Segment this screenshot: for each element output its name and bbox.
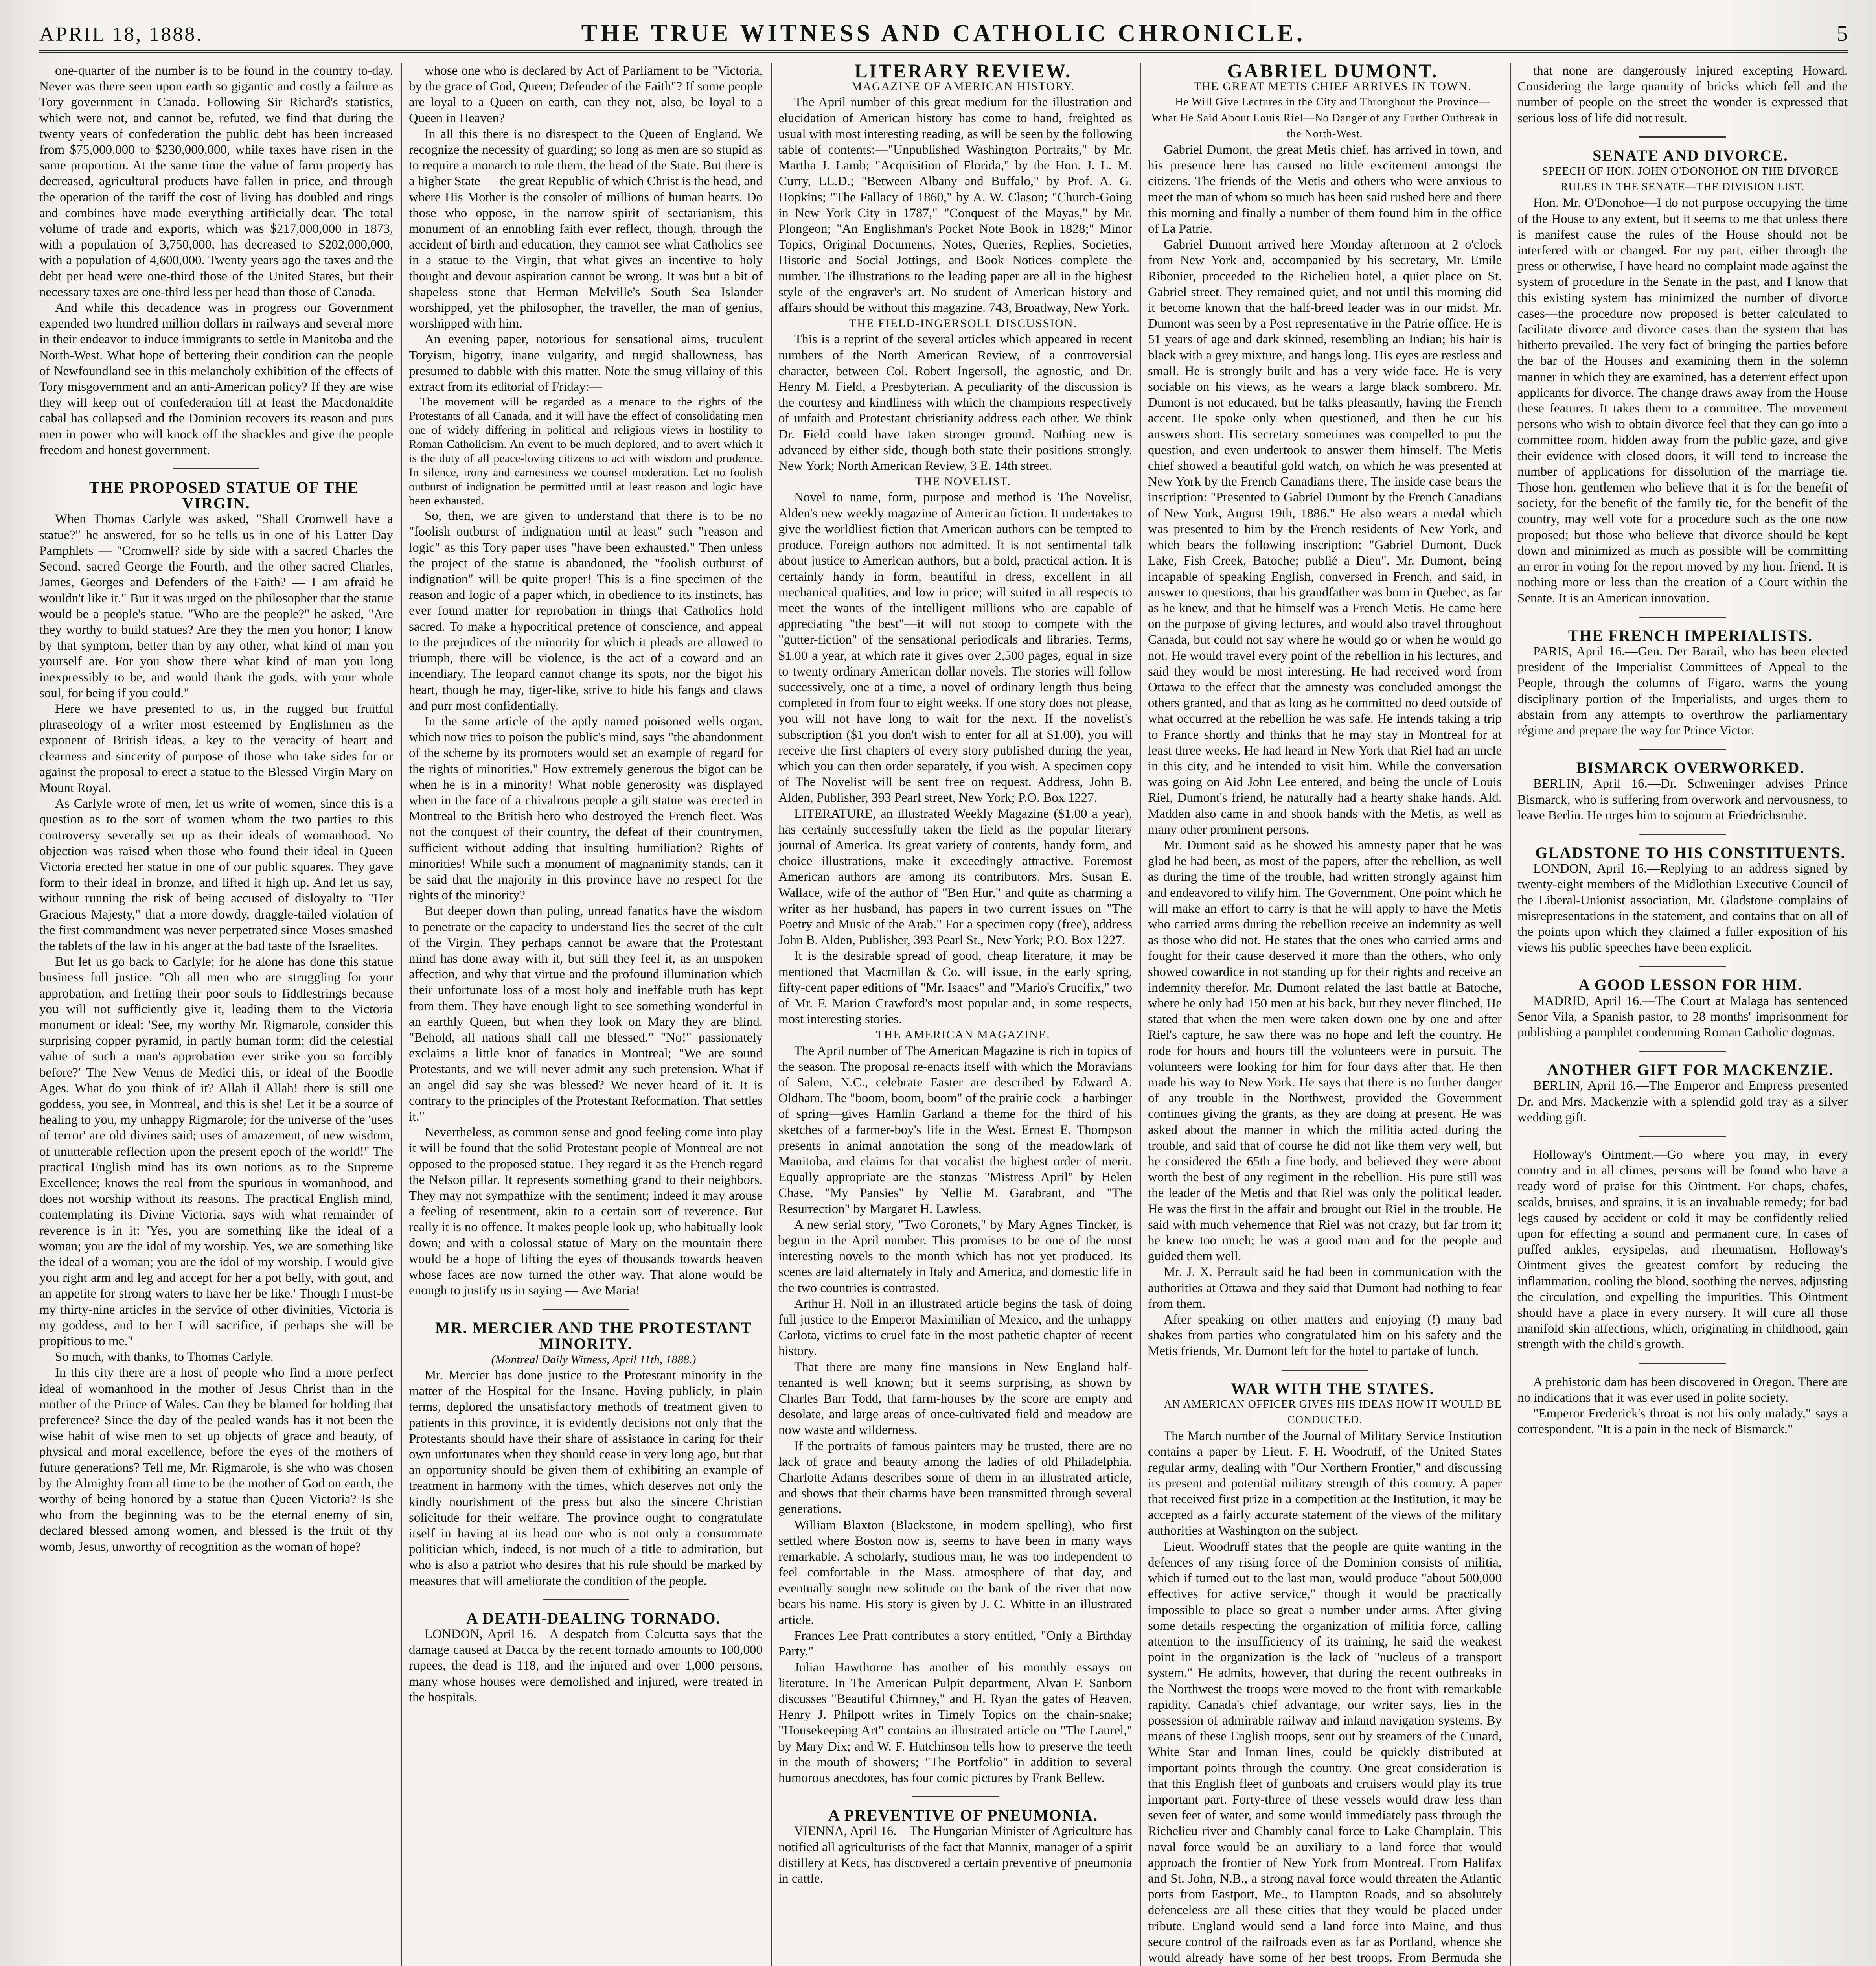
headline-gladstone: GLADSTONE TO HIS CONSTITUENTS.	[1535, 843, 1846, 862]
article-divider	[1639, 834, 1726, 835]
headline-good-lesson: A GOOD LESSON FOR HIM.	[1578, 976, 1802, 994]
header-rule	[39, 50, 1848, 53]
article-paragraph: As Carlyle wrote of men, let us write of women, since this is a question as to the sort of women whom the two parties to this controversy severally set up as their ideals of womanhood. No objection was raised when those who found their ideal in Queen Victoria erected her statue in one of our public squares. They gave form to their ideal in bronze, and lifted it high up. And let us say, without running the risk of being accused of disloyalty to "Her Gracious Majesty," that a more dowdy, draggle-tailed violation of the first commandment was never perpetrated since Moses smashed the tablets of the law in his anger at the bad taste of the Israelites.	[39, 797, 393, 953]
article-paragraph: In this city there are a host of people who find a more perfect ideal of womanhood in the mother of Jesus Christ than in the mother of the Prince of Wales. Can they be blamed for holding that preference? Since the day of the pealed wands has it not been the wise habit of wise men to set up objects of grace and beauty, of physical and moral excellence, before the eyes of the mothers of future generations? Tell me, Mr. Rigmarole, is she who was chosen by the Almighty from all time to be the mother of God on earth, the worthy of being honored by a statue than Queen Victoria? Is she who from the beginning was to be the eternal enemy of sin, declared blessed among women, and blessed is the fruit of thy womb, Jesus, unworthy of recognition as the woman of hope?	[39, 1366, 393, 1554]
article-divider	[543, 1599, 629, 1600]
headline-french-imperialists: THE FRENCH IMPERIALISTS.	[1568, 626, 1813, 644]
column-2	[409, 63, 763, 1966]
newspaper-title: THE TRUE WITNESS AND CATHOLIC CHRONICLE.	[581, 20, 1306, 47]
column-3	[778, 63, 1132, 1966]
column-rule	[771, 63, 772, 1966]
column-5	[1517, 63, 1848, 1966]
article-divider	[1639, 1363, 1726, 1364]
article-paragraph: It is the desirable spread of good, cheap literature, it may be mentioned that Macmillan & Co. will issue, in the early spring, fifty-cent paper editions of "Mr. Isaacs" and "Mario's Crucifix," two of Mr. F. Marion Crawford's most popular and, in some respects, most interesting stories.	[778, 949, 1132, 1027]
article-paragraph: William Blaxton (Blackstone, in modern spelling), who first settled where Boston now is, seems to have been in many ways remarkable. A scholarly, studious man, he was too independent to feel comfortable in the Mass. atmosphere of that day, and eventually sought new solitude on the bank of the river that now bears his name. His story is given by J. C. Whitte in an illustrated article.	[778, 1518, 1132, 1627]
article-paragraph: BERLIN, April 16.—The Emperor and Empress presented Dr. and Mrs. Mackenzie with a splendid gold tray as a silver wedding gift.	[1517, 1079, 1848, 1125]
column-4	[1148, 63, 1502, 1966]
article-paragraph: That there are many fine mansions in New England half-tenanted is well known; but it seems surprising, as shown by Charles Barr Todd, that farm-houses by the score are empty and desolate, and large areas of once-cultivated field and meadow are now waste and wilderness.	[778, 1360, 1132, 1438]
quoted-paragraph: The movement will be regarded as a menace to the rights of the Protestants of all Canada, and it will have the effect of consolidating men one of widely differing in political and religious views in hostility to Roman Catholicism. An event to be much deplored, and to avert which it is the duty of all peace-loving citizens to act with wisdom and prudence. In silence, irony and earnestness we counsel moderation. Let no foolish outburst of indignation be permitted until at least reason and logic have been exhausted.	[409, 395, 763, 508]
headline-bismarck: BISMARCK OVERWORKED.	[1576, 759, 1805, 777]
article-paragraph: In the same article of the aptly named poisoned wells organ, which now tries to poison the public's mind, says "the abandonment of the scheme by its promoters would set an example of regard for the rights of minorities." How extremely generous the bigot can be when he is in a minority! What noble generosity was displayed when in the face of a chivalrous people a gilt statue was erected in Montreal to the British hero who destroyed the French fleet. Was not the conquest of their country, the defeat of their countrymen, sufficient without adding that insulting humiliation? Rights of minorities! While such a monument of magnanimity stands, can it be said that the majority in this province have no respect for the rights of the minority?	[409, 714, 763, 903]
article-divider	[1639, 749, 1726, 750]
article-paragraph: But let us go back to Carlyle; for he alone has done this statue business full justice. "Oh all men who are struggling for your approbation, and fretting their poor souls to fiddlestrings because you will not sufficiently give it, leading them to the Victoria monument or ideal: 'See, my worthy Mr. Rigmarole, consider this surprising copper pyramid, in partly human form; did the celestial value of such a man's approbation ever strike you so forcibly before?' The New Venus de Medici this, or ideal of the Boodle Ages. What do you think of it? Allah il Allah! there is still one goddess, you see, in Montreal, and this is she! Let it be a source of healing to you, my unhappy Rigmarole; for the universe of the 'uses of terror' are old divines said; uses of amazement, of new wisdom, of unutterable reflection upon the present epoch of the world!" The practical English mind has its own notions as to the Supreme Excellence; knows the real from the spurious in womanhood, and does not worship without its reasons. The practical English mind, contemplating its Divine Victoria, says with what remainder of reverence is in it: 'Yes, you are something like the ideal of a woman; you are the idol of my worship. Yes, we are something like the ideal of a woman; you are the idol of my worship. I would give you right arm and leg and accept for her a pot belly, with gout, and an appetite for strong waters to have her be like.' Though I must-be my thirty-nine articles in the service of other divinities, Victoria is my goddess, and to her I will sacrifice, if perhaps she will be propitious to me."	[39, 955, 393, 1349]
article-divider	[1639, 1051, 1726, 1052]
headline-source: (Montreal Daily Witness, April 11th, 1888.)	[491, 1353, 696, 1366]
article-paragraph: So, then, we are given to understand that there is to be no "foolish outburst of indignation until at least" such "reason and logic" as this Tory paper uses "have been exhausted." Then unless the project of the statue is abandoned, the "foolish outburst of indignation" will be quite proper! This is a fine specimen of the reason and logic of a paper which, in obedience to its instincts, has ever found matter for reprobation in things that Catholics hold sacred. To make a hypocritical pretence of conscience, and appeal to the prejudices of the minority for which it pleads are allowed to triumph, there will be violence, is the act of a coward and an incendiary. The leopard cannot change its spots, nor the bigot his heart, though he may, tiger-like, strive to hide his fangs and claws and purr most confidentially.	[409, 509, 763, 713]
article-paragraph: The April number of this great medium for the illustration and elucidation of American history has come to hand, freighted as usual with most interesting reading, as will be seen by the following table of contents:—"Unpublished Washington Portraits," by Mr. Martha J. Lamb; "Acquisition of Florida," by the Hon. J. L. M. Curry, LL.D.; "Between Albany and Buffalo," by Prof. A. G. Hopkins; "The Fallacy of 1860," by A. W. Clason; "Church-Going in New York City in 1787," "Conquest of the Mayas," by Mr. Plongeon; "An Englishman's Pocket Note Book in 1828;" Minor Topics, Original Documents, Notes, Queries, Replies, Societies, Historic and Social Jottings, and Book Notices complete the number. The illustrations to the leading paper are all in the highest style of the engraver's art. No student of American history and affairs should be without this magazine. 743, Broadway, New York.	[778, 95, 1132, 315]
article-paragraph: Novel to name, form, purpose and method is The Novelist, Alden's new weekly magazine of American fiction. It undertakes to give the worldliest fiction that American authors can be tempted to produce. Foreign authors not admitted. It is not sentimental talk about justice to American authors, but a bold, practical action. It is certainly handy in form, beautiful in dress, excellent in all mechanical qualities, and low in price; will suited in all respects to meet the wants of the intelligent millions who are capable of appreciating "the best"—it will not stoop to compete with the "gutter-fiction" of the sensational periodicals and libraries. Terms, $1.00 a year, at which rate it gives over 2,500 pages, equal in size to twenty ordinary American dollar novels. The stories will follow successively, one at a time, a novel of ordinary length thus being completed in from four to eight weeks. If one story does not please, you will not have long to wait for the next. If the novelist's subscription ($1 you don't wish to enter for all at $1.00), you will receive the first chapters of every story published during the year, which you can then order separately, if you wish. A specimen copy of The Novelist will be sent free on request. Address, John B. Alden, Publisher, 393 Pearl street, New York; P.O. Box 1227.	[778, 490, 1132, 805]
article-divider	[1639, 966, 1726, 967]
article-paragraph: The March number of the Journal of Military Service Institution contains a paper by Lieut. F. H. Woodruff, of the United States regular army, dealing with "Our Northern Frontier," and discussing its present and potential military strength of this country. A paper that received first prize in a competition at the Institution, it may be accepted as a fairly accurate statement of the views of the military authorities at Washington on the subject.	[1148, 1429, 1502, 1538]
headline-mercier: MR. MERCIER AND THE PROTESTANT MINORITY.	[435, 1319, 752, 1353]
article-paragraph: Mr. J. X. Perrault said he had been in communication with the authorities at Ottawa and they said that Dumont had nothing to fear from them.	[1148, 1265, 1502, 1311]
article-paragraph: In all this there is no disrespect to the Queen of England. We recognize the necessity of guarding; so long as men are so stupid as to require a monarch to rule them, the head of the State. But there is a higher State — the great Republic of which Christ is the head, and where His Mother is the consoler of millions of human hearts. Do those who oppose, in the narrow spirit of sectarianism, this monument of an ennobling faith ever reflect, though, through the accident of birth and education, they cannot see what Catholics see in a statue to the Virgin, that what gives an incentive to holy thought and devout aspiration cannot be wrong. It was but a bit of shapeless stone that Herman Melville's South Sea Islander worshipped, yet the philosopher, the traveller, the man of genius, worshipped with him.	[409, 127, 763, 331]
article-paragraph: After speaking on other matters and enjoying (!) many bad shakes from parties who congratulated him on his safety and the Metis friends, Mr. Dumont left for the hotel to partake of lunch.	[1148, 1313, 1502, 1359]
article-divider	[1639, 1136, 1726, 1137]
article-paragraph: PARIS, April 16.—Gen. Der Barail, who has been elected president of the Imperialist Committees of Appeal to the People, through the columns of Figaro, warns the young disciplinary portion of the Imperialists, and urges them to abstain from any attempts to overthrow the parliamentary régime and prepare the way for Prince Victor.	[1517, 644, 1848, 738]
column-rule	[1510, 63, 1511, 1966]
article-divider	[1639, 136, 1726, 138]
article-paragraph: If the portraits of famous painters may be trusted, there are no lack of grace and beauty among the ladies of old Philadelphia. Charlotte Adams describes some of them in an illustrated article, and shows that their charms have been transmitted through several generations.	[778, 1439, 1132, 1517]
headline-literary-review: LITERARY REVIEW.	[854, 63, 1072, 82]
headline-pneumonia: A PREVENTIVE OF PNEUMONIA.	[828, 1806, 1098, 1824]
article-paragraph: Lieut. Woodruff states that the people are quite wanting in the defences of any rising force of the Dominion consists of militia, which if turned out to the last man, would produce "about 500,000 effectives for active service," though it would be practically impossible to place so great a number under arms. After giving some details respecting the organization of militia force, calling attention to the insufficiency of its training, he said the weakest point in the organization is the lack of "nucleus of a transport system." He admits, however, that during the recent outbreaks in the Northwest the troops were moved to the front with remarkable rapidity. Canada's chief advantage, our writer says, lies in the possession of admirable railway and inland navigation systems. By means of these English troops, sent out by steamers of the Cunard, White Star and Inman lines, could be quickly distributed at important points through the country. One great consideration is that this English fleet of gunboats and cruisers would play its true important part. Forty-three of these vessels would draw less than seven feet of water, and some would immediately pass through the Richelieu river and Chambly canal force to Lake Champlain. This naval force would be an auxiliary to a land force that would approach the frontier of New York from Montreal. From Halifax and St. John, N.B., a strong naval force would threaten the Atlantic ports from Eastport, Me., to Hampton Roads, and so absolutely defenceless are all these cities that they would be placed under tribute. England would send a land force into Maine, and thus secure control of the railroads even as far as Portland, whence she would already have some of her best troops. From Bermuda she	[1148, 1539, 1502, 1965]
column-rule	[401, 63, 402, 1966]
headline-gabriel-dumont: GABRIEL DUMONT.	[1227, 63, 1438, 82]
article-paragraph: A new serial story, "Two Coronets," by Mary Agnes Tincker, is begun in the April number. This promises to be one of the most interesting novels to the month which has not yet produced. Its scenes are laid alternately in Italy and America, and domestic life in the two countries is contrasted.	[778, 1217, 1132, 1295]
article-paragraph: But deeper down than puling, unread fanatics have the wisdom to penetrate or the capacity to understand lies the secret of the cult of the Virgin. They perhaps cannot be aware that the Protestant mind has done away with it, but still they feel it, as an unspoken affection, and why that virtue and the profound illumination which their unfortunate loss of a most holy and ineffable truth has kept from them. They have enough light to see something wonderful in an earthly Queen, but when they look on Mary they are blind. "Behold, all nations shall call me blessed." "No!" passionately exclaims a little knot of fanatics in Montreal; "We are sound Protestants, and we will never admit any such pretension. What if an angel did say she was blessed? We never heard of it. It is contrary to the principles of the Protestant Reformation. That settles it."	[409, 904, 763, 1124]
headline-mackenzie-gift: ANOTHER GIFT FOR MACKENZIE.	[1547, 1061, 1834, 1079]
subhead-deck: He Will Give Lectures in the City and Throughout the Province—What He Said About Louis Riel—No Danger of any Further Outbreak in the North-West.	[1151, 96, 1498, 140]
article-paragraph: Hon. Mr. O'Donohoe—I do not purpose occupying the time of the House to any extent, but it seems to me that unless there is manifest cause the rules of the House should not be interfered with or changed. For my part, either through the press or otherwise, I have heard no complaint made against the system of procedure in the Senate in the past, and I know that this existing system has minimized the number of divorce cases—the procedure now proposed is better calculated to facilitate divorce and divorce cases than the system that has hitherto prevailed. The very fact of bringing the parties before the bar of the Houses and examining them in the solemn manner in which they are examined, has a deterrent effect upon applicants for divorce. The change draws away from the House these features. It takes them to a committee. The movement persons who wish to obtain divorce feel that they can go into a committee room, hidden away from the public gaze, and give their evidence with closed doors, it will tend to increase the number of applications for dissolution of the marriage tie. Those hon. gentlemen who believe that it is for the benefit of society, for the benefit of the family tie, for the benefit of the country, may well vote for a procedure such as the one now proposed; but those who believe that divorce should be kept down and minimized as much as possible will be committing an error in voting for the report moved by my hon. friend. It is nothing more or less than the creation of a Court within the Senate. It is an American innovation.	[1517, 196, 1848, 606]
article-divider	[912, 1796, 999, 1797]
article-paragraph: Mr. Mercier has done justice to the Protestant minority in the matter of the Hospital for the Insane. Having publicly, in plain terms, deplored the unsatisfactory methods of treatment given to patients in this province, it is evidently decisions not only that the Protestants should have their share of assistance in caring for their own unfortunates when they should cease in very long ago, but that an opportunity should be given them of exhibiting an example of treatment in harmony with the times, which deserves not only the kindly nourishment of the press but also the sincere Christian solicitude for their welfare. The province ought to congratulate itself in having at its head one who is not only a consummate politician which, indeed, is not much of a title to admiration, but who is also a patriot who desires that his rule should be marked by measures that will ameliorate the condition of the people.	[409, 1368, 763, 1588]
advertisement-holloway: Holloway's Ointment.—Go where you may, in every country and in all climes, persons will be found who have a ready word of praise for this Ointment. For chaps, chafes, scalds, bruises, and sprains, it is an invaluable remedy; for bad legs caused by accident or cold it may be confidently relied upon for effecting a sound and permanent cure. In cases of puffed ankles, erysipelas, and rheumatism, Holloway's Ointment gives the greatest comfort by reducing the inflammation, cooling the blood, soothing the nerves, adjusting the circulation, and expelling the impurities. This Ointment should have a place in every nursery. It will cure all those manifold skin affections, which, originating in childhood, gain strength with the child's growth.	[1517, 1147, 1848, 1352]
headline-virgin-statue: THE PROPOSED STATUE OF THE VIRGIN.	[89, 479, 359, 512]
article-paragraph: So much, with thanks, to Thomas Carlyle.	[55, 1350, 274, 1364]
headline-senate-divorce: SENATE AND DIVORCE.	[1593, 146, 1788, 164]
subhead-magazine-history: MAGAZINE OF AMERICAN HISTORY.	[851, 80, 1075, 93]
subhead-odonohoe-speech: SPEECH OF HON. JOHN O'DONOHOE ON THE DIVORCE RULES IN THE SENATE—THE DIVISION LIST.	[1542, 165, 1839, 193]
headline-tornado: A DEATH-DEALING TORNADO.	[466, 1609, 721, 1627]
article-divider	[543, 1309, 629, 1310]
article-paragraph: one-quarter of the number is to be found in the country to-day. Never was there seen upon earth so gigantic and costly a failure as Tory government in Canada. Following Sir Richard's statistics, which were not, and cannot be, refuted, we find that during the twenty years of confederation the public debt has been increased from $75,000,000 to $230,000,000, while taxes have risen in the same proportion. At the same time the value of farm property has decreased, agricultural products have fallen in price, and through the operation of the tariff the cost of living has doubled and rings and combines have made everything artificially dear. The total volume of trade and exports, which was $217,000,000 in 1873, with a population of 3,750,000, has decreased to $202,000,000, with a population of 4,600,000. Twenty years ago the taxes and the debt per head were one-third those of the United States, but their necessary taxes are one-third less per head than those of Canada.	[39, 64, 393, 299]
article-paragraph: whose one who is declared by Act of Parliament to be "Victoria, by the grace of God, Queen; Defender of the Faith"? If some people are loyal to a Queen on earth, can they not, also, be loyal to a Queen in Heaven?	[409, 64, 763, 125]
subhead-metis-chief: THE GREAT METIS CHIEF ARRIVES IN TOWN.	[1194, 80, 1472, 93]
subhead-field-ingersoll: THE FIELD-INGERSOLL DISCUSSION.	[849, 317, 1078, 330]
article-paragraph: Julian Hawthorne has another of his monthly essays on literature. In The American Pulpit department, Alvan F. Sanborn discusses "Beautiful Chimney," and H. Ryan the gates of Heaven. Henry J. Philpott writes in Timely Topics on the chain-snake; "Housekeeping Art" contains an illustrated article on "The Laurel," by Mary Dix; and W. F. Hutchinson tells how to preserve the teeth in the mouth of showers; "The Portfolio" in addition to several humorous anecdotes, has four comic pictures by Frank Bellew.	[778, 1660, 1132, 1785]
article-paragraph: And while this decadence was in progress our Government expended two hundred million dollars in railways and several more in their endeavor to induce immigrants to settle in Manitoba and the North-West. What hope of bettering their condition can the people of Newfoundland see in this melancholy exhibition of the effects of Tory misgovernment and an anti-American policy? If they are wise they will keep out of confederation till at least the Macdonaldite cabal has collapsed and the Dominion recovers its reason and puts men in power who will knock off the shackles and give the people freedom and honest government.	[39, 301, 393, 457]
article-paragraph: Nevertheless, as common sense and good feeling come into play it will be found that the solid Protestant people of Montreal are not opposed to the proposed statue. They regard it as the French regard the Nelson pillar. It represents something grand to their neighbors. They may not sympathize with the sentiment; indeed it may arouse a feeling of resentment, akin to a certain sort of reverence. But really it is no offence. It makes people look up, who habitually look down; and with a colossal statue of Mary on the mountain there would be a hope of lifting the eyes of thousands towards heaven whose faces are now turned the other way. That alone would be enough to justify us in saying — Ave Maria!	[409, 1125, 763, 1298]
article-paragraph: LONDON, April 16.—A despatch from Calcutta says that the damage caused at Dacca by the recent tornado amounts to 100,000 rupees, the dead is 118, and the injured and over 1,000 persons, many whose houses were demolished and injured, were treated in the hospitals.	[409, 1627, 763, 1705]
quoted-extract	[409, 395, 763, 508]
filler-paragraph: A prehistoric dam has been discovered in Oregon. There are no indications that it was ever used in polite society.	[1517, 1375, 1848, 1405]
article-paragraph: VIENNA, April 16.—The Hungarian Minister of Agriculture has notified all agriculturists of the fact that Mannix, manager of a spirit distillery at Kecs, has discovered a certain preventive of pneumonia in cattle.	[778, 1824, 1132, 1886]
article-paragraph: Gabriel Dumont arrived here Monday afternoon at 2 o'clock from New York and, accompanied by his secretary, Mr. Emile Ribonier, proceeded to the Richelieu hotel, a quiet place on St. Gabriel street. They remained quiet, and not until this morning did it become known that the half-breed leader was in our midst. Mr. Dumont was seen by a Post representative in the Patrie office. He is 51 years of age and dark skinned, resembling an Indian; his hair is black with a grey mixture, and hangs long. His eyes are restless and small. He is strongly built and has a very wide face. He is very sociable on his views, as he wears a large black sombrero. Mr. Dumont is not educated, but he talks pleasantly, having the French accent. He spoke only when questioned, and then he cut his answers short. His secretary sometimes was compelled to put the question, and even undertook to answer them himself. The Metis chief showed a beautiful gold watch, on which he was presented at New York by the French Canadians there. The inside case bears the inscription: "Presented to Gabriel Dumont by the French Canadians of New York, August 19th, 1886." He also wears a medal which was presented to him by the French residents of New York, and which bears the following inscription: "Gabriel Dumont, Duck Lake, Fish Creek, Batoche; publié a Dieu". Mr. Dumont, being incapable of speaking English, conversed in French, and said, in answer to questions, that his grandfather was born in Quebec, as far as he knew, and that he himself was a French Metis. He came here on the purpose of giving lectures, and would also travel throughout Canada, but could not say where he would go or when he would go not. He would travel every point of the rebellion in his lectures, and said they would be most interesting. He had received word from Ottawa to the effect that the amnesty was concluded amongst the others granted, and that as long as he committed no deed outside of what occurred at the rebellion he was safe. He intends taking a trip to France shortly and thinks that he may stay in Montreal for at least three weeks. He had heard in New York that Riel had an uncle in this city, and he intended to visit him. While the conversation was going on Aid John Lee entered, and being the uncle of Louis Riel, Dumont's friend, he naturally had a hearty shake hands. Ald. Madden also came in and shook hands with the Metis, as well as many other prominent persons.	[1148, 237, 1502, 837]
issue-date: APRIL 18, 1888.	[39, 23, 203, 46]
article-paragraph: This is a reprint of the several articles which appeared in recent numbers of the North American Review, of a controversial character, between Col. Robert Ingersoll, the agnostic, and Dr. Henry M. Field, a Presbyterian. A peculiarity of the discussion is the courtesy and kindliness with which the champions respectively of unfaith and Protestant christianity address each other. We think Dr. Field could have taken stronger ground. Nothing new is advanced by either side, though both state their positions strongly. New York; North American Review, 3 E. 14th street.	[778, 332, 1132, 473]
article-paragraph: LONDON, April 16.—Replying to an address signed by twenty-eight members of the Midlothian Executive Council of the Liberal-Unionist association, Mr. Gladstone complains of misrepresentations in the statement, and contains that on all of the points upon which they claimed a fuller exposition of his views his public speeches have been explicit.	[1517, 862, 1848, 955]
subhead-novelist: THE NOVELIST.	[915, 475, 1011, 488]
subhead-american-magazine: THE AMERICAN MAGAZINE.	[876, 1028, 1050, 1042]
column-rule	[1140, 63, 1141, 1966]
article-paragraph: An evening paper, notorious for sensational aims, truculent Toryism, bigotry, inane vulgarity, and turgid shallowness, has presumed to dabble with this matter. Note the smug villainy of this extract from its editorial of Friday:—	[409, 332, 763, 394]
article-paragraph: BERLIN, April 16.—Dr. Schweninger advises Prince Bismarck, who is suffering from overwork and nervousness, to leave Berlin. He urges him to sojourn at Friedrichsruhe.	[1517, 777, 1848, 823]
page-number: 5	[1837, 22, 1848, 46]
article-paragraph: Arthur H. Noll in an illustrated article begins the task of doing full justice to the Emperor Maximilian of Mexico, and the unhappy Carlota, victims to cruel fate in the most pathetic chapter of recent history.	[778, 1296, 1132, 1359]
article-divider	[1282, 1370, 1368, 1371]
article-paragraph: The April number of The American Magazine is rich in topics of the season. The proposal re-enacts itself with which the Moravians of Salem, N.C., celebrate Easter are described by Edward A. Oldham. The "boom, boom, boom" of the prairie cock—a harbinger of spring—gives Hamlin Garland a theme for the third of his sketches of a farmer-boy's life in the West. Ernest E. Thompson presents in animal annotation the song of the meadowlark of Manitoba, and claims for that vocalist the highest order of merit. Equally appropriate are the stanzas "Mistress April" by Helen Chase, "My Pansies" by Nellie M. Garabrant, and "The Resurrection" by Margaret H. Lawless.	[778, 1044, 1132, 1216]
filler-paragraph: "Emperor Frederick's throat is not his only malady," says a correspondent. "It is a pain in the neck of Bismarck."	[1517, 1406, 1848, 1437]
article-paragraph: Mr. Dumont said as he showed his amnesty paper that he was glad he had been, as most of the papers, after the rebellion, as well as during the time of the trouble, had written strongly against him and endeavored to vilify him. The Government. One point which he will make an effort to carry is that he will apply to have the Metis who carried arms during the rebellion receive an indemnity as well as those who did not. He states that the ones who carried arms and fought for their cause deserved it more than the others, who only showed cowardice in not standing up for their rights and receive an indemnity therefor. Mr. Dumont related the last battle at Batoche, where he only had 150 men at his back, but they never flinched. He stated that when the men were taken down one by one and after Riel's capture, he saw there was no hope and left the country. He rode for hours and hours till the volunteers were in pursuit. The volunteers were looking for him for four days after that. He then made his way to New York. He says that there is no further danger of any trouble in the Northwest, provided the Government continues giving the grants, as they are doing at present. He was asked about the manner in which the militia acted during the trouble, and said that of course he did not like them very well, but he considered the 65th a fine body, and believed they were about worth the best of any regiment in the rebellion. His pure still was the leader of the Metis and that Riel was only the political leader. He was the first in the affair and brought out Riel in the trouble. He said with much vehemence that Riel was not crazy, but far from it; he knew too much; he was a good man and for the people and guided them well.	[1148, 838, 1502, 1264]
article-paragraph: Frances Lee Pratt contributes a story entitled, "Only a Birthday Party."	[778, 1629, 1132, 1659]
article-paragraph: that none are dangerously injured excepting Howard. Considering the large quantity of bricks which fell and the number of people on the street the wonder is expressed that serious loss of life did not result.	[1517, 64, 1848, 125]
article-divider	[1639, 617, 1726, 618]
article-paragraph: Gabriel Dumont, the great Metis chief, has arrived in town, and his presence here has caused no little excitement amongst the citizens. The friends of the Metis and others who were anxious to meet the man of whom so much has been said rushed here and there this morning and finally a number of them found him in the office of La Patrie.	[1148, 143, 1502, 236]
article-paragraph: LITERATURE, an illustrated Weekly Magazine ($1.00 a year), has certainly successfully taken the field as the popular literary journal of America. Its great variety of contents, handy form, and choice illustrations, make it exceedingly attractive. Foremost American authors are among its contributors. Mrs. Susan E. Wallace, wife of the author of "Ben Hur," and quite as charming a writer as her husband, has papers in two current issues on "The Poetry and Music of the Arab." For a specimen copy (free), address John B. Alden, Publisher, 393 Pearl St., New York; P.O. Box 1227.	[778, 806, 1132, 948]
article-paragraph: Here we have presented to us, in the rugged but fruitful phraseology of a writer most esteemed by Englishmen as the exponent of British ideas, a key to the veracity of heart and clearness and sincerity of purpose of those who take sides for or against the proposal to erect a statue to the Blessed Virgin Mary on Mount Royal.	[39, 701, 393, 795]
column-1	[39, 63, 393, 1966]
article-divider	[173, 468, 259, 469]
article-paragraph: MADRID, April 16.—The Court at Malaga has sentenced Senor Vila, a Spanish pastor, to 28 months' imprisonment for publishing a pamphlet condemning Roman Catholic dogmas.	[1517, 994, 1848, 1040]
running-header	[39, 16, 1848, 47]
article-paragraph: When Thomas Carlyle was asked, "Shall Cromwell have a statue?" he answered, for so he tells us in one of his Latter Day Pamphlets — "Cromwell? side by side with a sacred Charles the Second, sacred George the Fourth, and the other sacred Charles, James, Georges and Defenders of the Faith? — I am afraid he wouldn't like it." But it was urged on the philosopher that the statue would be a people's statue. "Who are the people?" he asked, "Are they worthy to build statues? Are they the men you honor; I know by that symptom, better than by any other, what kind of man you yourself are. For you show there what kind of man you long inexpressibly to be, and would thank the gods, with your whole soul, for being if you could."	[39, 512, 393, 700]
headline-war-states: WAR WITH THE STATES.	[1231, 1379, 1435, 1397]
subhead-american-officer: AN AMERICAN OFFICER GIVES HIS IDEAS HOW IT WOULD BE CONDUCTED.	[1164, 1398, 1502, 1427]
